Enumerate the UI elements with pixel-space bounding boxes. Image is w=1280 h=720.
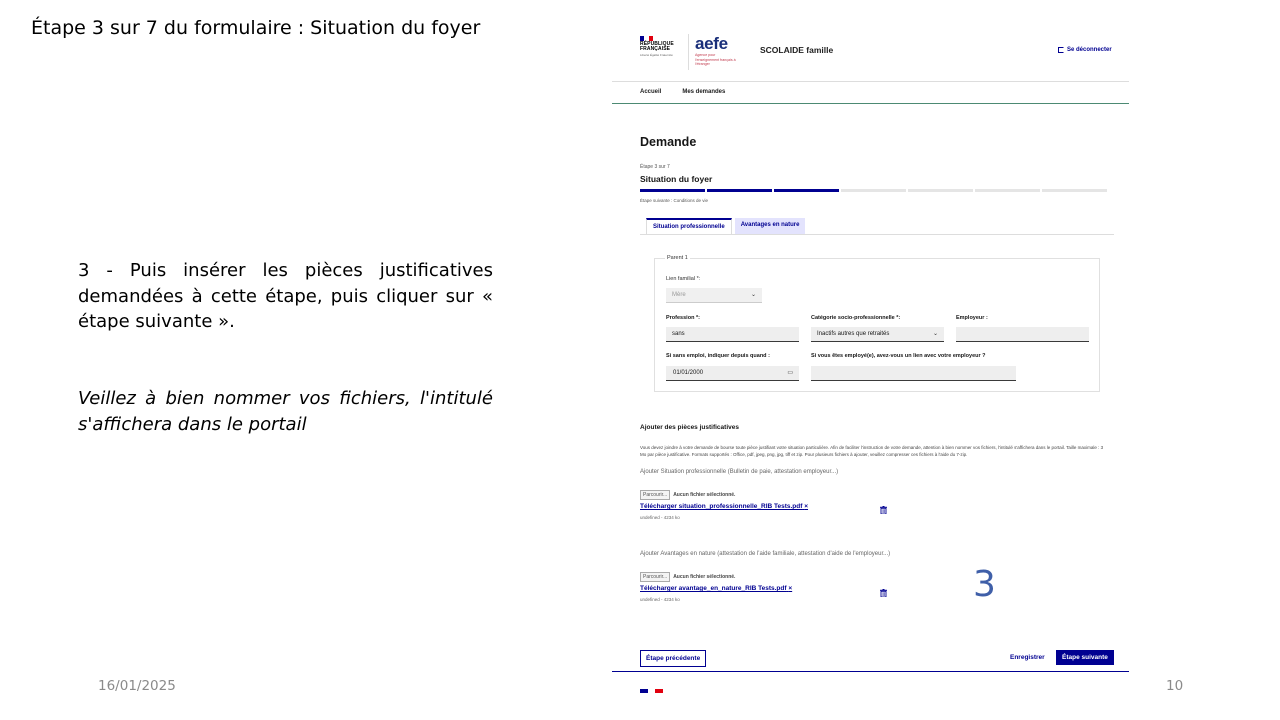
- logout-label: Se déconnecter: [1067, 47, 1112, 53]
- aefe-wordmark: aefe: [695, 34, 728, 53]
- profession-input[interactable]: [666, 327, 799, 342]
- naming-note: Veillez à bien nommer vos fichiers, l'intitulé s'affichera dans le portail: [78, 388, 493, 435]
- close-icon[interactable]: ×: [788, 585, 793, 592]
- group2-file-link[interactable]: [640, 585, 792, 592]
- group1-file-picker: [640, 490, 735, 500]
- close-icon[interactable]: ×: [804, 503, 809, 510]
- pieces-description: Vous devez joindre à votre demande de bourse toute pièce justifiant votre situation particulière. Afin de faciliter l'instruction de votre demande, attention à bien nommer vos fichiers, l'intitulé s'affichera dans le portail. Taille maximale : 3 Mo par pièce justificative. Formats supportés : Office, pdf, jpeg, png, jpg, tiff et zip. Pour plusieurs fichiers à ajouter, veuillez compresser ces fichiers à l'aide du 7-zip.: [640, 445, 1104, 457]
- tab-avantages-en-nature[interactable]: Avantages en nature: [735, 218, 806, 235]
- group1-file-size: undefined - 4234 ko: [640, 515, 680, 520]
- sans-emploi-value: 01/01/2000: [673, 370, 704, 376]
- nav-separator: [612, 103, 1129, 104]
- nav-item-accueil[interactable]: Accueil: [640, 89, 662, 95]
- stepper: [640, 189, 1107, 192]
- stepper-segment: [908, 189, 973, 192]
- footer-flag-icon: [640, 689, 663, 693]
- sans-emploi-label: Si sans emploi, indiquer depuis quand :: [666, 353, 770, 359]
- lien-familial-value: Mère: [672, 292, 686, 298]
- stepper-segment: [707, 189, 772, 192]
- tab-underline: [640, 234, 1114, 235]
- service-name: SCOLAIDE famille: [760, 45, 834, 55]
- group1-file-name: Télécharger situation_professionnelle_RIB Tests.pdf: [640, 503, 803, 510]
- lien-familial-label: Lien familial *:: [666, 276, 701, 282]
- footer-separator: [612, 671, 1129, 672]
- next-step-button[interactable]: Étape suivante: [1056, 650, 1114, 665]
- section-title: Situation du foyer: [640, 174, 713, 184]
- slide-title: Étape 3 sur 7 du formulaire : Situation du foyer: [31, 17, 481, 39]
- tab-situation-professionnelle[interactable]: Situation professionnelle: [646, 218, 732, 235]
- chevron-down-icon: ⌄: [932, 331, 938, 337]
- trash-icon[interactable]: [880, 506, 887, 514]
- browse-button[interactable]: Parcourir...: [640, 490, 670, 500]
- group2-label: Ajouter Avantages en nature (attestation de l'aide familiale, attestation d'aide de l'employeur...): [640, 551, 891, 557]
- page-title: Demande: [640, 135, 697, 149]
- group2-file-name: Télécharger avantage_en_nature_RIB Tests.pdf: [640, 585, 787, 592]
- lien-employeur-input[interactable]: [811, 366, 1016, 381]
- rf-line1: RÉPUBLIQUE: [640, 41, 674, 47]
- stepper-segment: [841, 189, 906, 192]
- logout-icon: [1058, 47, 1064, 53]
- sans-emploi-date-input[interactable]: [666, 366, 799, 381]
- logout-link[interactable]: [1058, 47, 1112, 53]
- rf-motto: Liberté Égalité Fraternité: [640, 53, 673, 57]
- main-nav: [640, 89, 725, 95]
- header-separator: [612, 81, 1129, 82]
- no-file-label: Aucun fichier sélectionné.: [673, 574, 736, 580]
- pieces-title: Ajouter des pièces justificatives: [640, 424, 739, 431]
- profession-value: sans: [672, 331, 685, 337]
- header-divider: [688, 34, 689, 70]
- no-file-label: Aucun fichier sélectionné.: [673, 492, 736, 498]
- portal-screenshot: [612, 26, 1129, 700]
- rf-line2: FRANÇAISE: [640, 46, 671, 52]
- employeur-label: Employeur :: [956, 315, 988, 321]
- employeur-input[interactable]: [956, 327, 1089, 342]
- stepper-segment: [774, 189, 839, 192]
- save-button[interactable]: Enregistrer: [1010, 654, 1045, 661]
- aefe-subtitle: Agence pour l'enseignement français à l'étranger: [695, 53, 736, 66]
- stepper-segment: [640, 189, 705, 192]
- categorie-label: Catégorie socio-professionnelle *:: [811, 315, 901, 321]
- tab-bar: [646, 218, 805, 235]
- lien-familial-select: [666, 288, 762, 303]
- previous-step-button[interactable]: Étape précédente: [640, 650, 706, 667]
- parent-legend: Parent 1: [667, 255, 688, 261]
- chevron-down-icon: ⌄: [750, 292, 756, 298]
- profession-label: Profession *:: [666, 315, 700, 321]
- slide-date: 16/01/2025: [98, 678, 176, 694]
- stepper-segment: [975, 189, 1040, 192]
- group1-label: Ajouter Situation professionnelle (Bulletin de paie, attestation employeur...): [640, 469, 839, 475]
- lien-employeur-label: Si vous êtes employé(e), avez-vous un lien avec votre employeur ?: [811, 353, 986, 359]
- slide-page-number: 10: [1166, 678, 1184, 694]
- group1-file-link[interactable]: [640, 503, 808, 510]
- categorie-select[interactable]: [811, 327, 944, 342]
- next-step-info: Étape suivante : Conditions de vie: [640, 198, 709, 203]
- trash-icon[interactable]: [880, 589, 887, 597]
- calendar-icon[interactable]: ▭: [787, 370, 793, 376]
- step-label: Étape 3 sur 7: [640, 164, 670, 170]
- aefe-logo: [695, 35, 739, 67]
- republique-francaise-logo: [640, 36, 680, 58]
- categorie-value: Inactifs autres que retraités: [817, 331, 890, 337]
- group2-file-size: undefined - 4234 ko: [640, 597, 680, 602]
- instruction-text: 3 - Puis insérer les pièces justificatives demandées à cette étape, puis cliquer sur « étape suivante ».: [78, 260, 493, 332]
- nav-item-mes-demandes[interactable]: Mes demandes: [682, 89, 726, 95]
- stepper-segment: [1042, 189, 1107, 192]
- annotation-number: 3: [973, 564, 996, 605]
- group2-file-picker: [640, 572, 735, 582]
- browse-button[interactable]: Parcourir...: [640, 572, 670, 582]
